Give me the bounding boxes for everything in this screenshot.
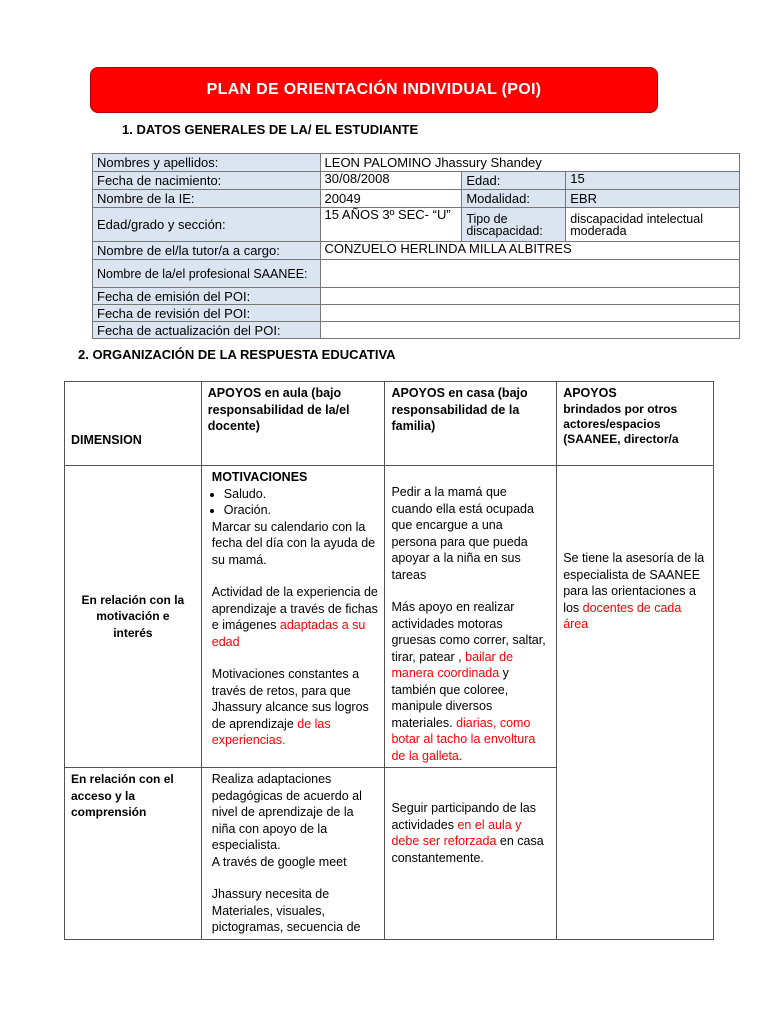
nacimiento-label: Fecha de nacimiento: — [93, 172, 321, 190]
row2-aula-p2: A través de google meet — [211, 854, 347, 869]
nombres-value: LEON PALOMINO Jhassury Shandey — [320, 154, 739, 172]
section2-heading: 2. ORGANIZACIÓN DE LA RESPUESTA EDUCATIVA — [78, 347, 396, 362]
tutor-value: CONZUELO HERLINDA MILLA ALBITRES — [320, 242, 739, 260]
row1-otros — [557, 466, 714, 940]
row2-aula-p1: Realiza adaptaciones pedagógicas de acuerdo al nivel de aprendizaje de la niña con apoyo de la especialista. — [211, 772, 362, 852]
table-row — [93, 322, 740, 339]
actualizacion-label: Fecha de actualización del POI: — [93, 322, 321, 339]
row2-casa-text2: en casa constantemente. — [391, 834, 544, 865]
row1-aula-p1: Marcar su calendario con la fecha del día con la ayuda de su mamá. — [211, 519, 376, 567]
modalidad-label: Modalidad: — [462, 190, 566, 208]
revision-label: Fecha de revisión del POI: — [93, 305, 321, 322]
edad-value: 15 — [566, 172, 740, 190]
discapacidad-label: Tipo de discapacidad: — [462, 208, 566, 242]
profesional-label: Nombre de la/el profesional SAANEE: — [93, 260, 321, 288]
revision-value — [320, 305, 739, 322]
row1-casa-p1: Pedir a la mamá que cuando ella está ocupada que encargue a una persona para que pueda apoyar a la niña en sus tareas — [391, 485, 534, 582]
table-row — [93, 172, 740, 190]
list-item: • Saludo. — [224, 486, 379, 503]
actualizacion-value — [320, 322, 739, 339]
profesional-value — [320, 260, 739, 288]
row1-dimension: En relación con la motivación e interés — [65, 466, 202, 768]
row2-dimension: En relación con el acceso y la comprensión — [65, 768, 202, 940]
emision-label: Fecha de emisión del POI: — [93, 288, 321, 305]
tutor-label: Nombre de el/la tutor/a a cargo: — [93, 242, 321, 260]
document-title-banner — [90, 67, 658, 113]
header-otros — [557, 382, 714, 466]
row1-casa-p2-text2: y también que coloree, manipule diversos materiales. — [391, 666, 509, 730]
table-row — [93, 154, 740, 172]
table-row — [65, 466, 714, 768]
general-data-table — [92, 153, 740, 339]
row2-aula-p3: Jhassury necesita de Materiales, visuales, pictogramas, secuencia de — [211, 887, 361, 934]
header-dimension: DIMENSION — [65, 382, 202, 466]
row2-casa — [385, 768, 557, 940]
row1-casa-p2-highlight2: diarias, como botar al tacho la envoltura de la galleta. — [391, 715, 536, 763]
row1-aula-p3-text: Motivaciones constantes a través de retos, para que Jhassury alcance sus logros de aprendizaje — [211, 667, 369, 731]
discapacidad-value: discapacidad intelectual moderada — [566, 208, 740, 242]
table-row — [93, 260, 740, 288]
row2-casa-text: Seguir participando de las actividades — [391, 801, 537, 832]
table-row — [93, 208, 740, 242]
table-row — [93, 242, 740, 260]
row1-casa-p2 — [391, 599, 550, 764]
section1-heading: 1. DATOS GENERALES DE LA/ EL ESTUDIANTE — [122, 122, 419, 137]
row1-aula-p2 — [208, 584, 379, 650]
header-otros-line2: brindados por otros actores/espacios (SAANEE, director/a — [563, 401, 679, 446]
emision-value — [320, 288, 739, 305]
header-otros-line1: APOYOS — [563, 386, 617, 400]
row1-aula-p2-highlight: adaptadas a su edad — [211, 618, 366, 649]
row1-aula-bullets — [208, 486, 379, 519]
row1-aula-title: MOTIVACIONES — [211, 470, 308, 484]
document-title: PLAN DE ORIENTACIÓN INDIVIDUAL (POI) — [206, 81, 542, 98]
row1-aula-p3-highlight: de las experiencias. — [211, 716, 331, 747]
edad-label: Edad: — [462, 172, 566, 190]
row1-casa-p2-highlight1: bailar de manera coordinada — [391, 649, 514, 680]
row1-aula-p2-text: Actividad de la experiencia de aprendizaje a través de fichas e imágenes — [211, 585, 378, 632]
modalidad-value: EBR — [566, 190, 740, 208]
row1-otros-text: Se tiene la asesoría de la especialista de SAANEE para las orientaciones a los — [563, 551, 705, 615]
row1-aula — [201, 466, 385, 768]
nacimiento-value: 30/08/2008 — [320, 172, 462, 190]
row1-otros-highlight: docentes de cada área — [563, 600, 682, 631]
grado-value: 15 AÑOS 3º SEC- “U” — [320, 208, 462, 242]
row1-casa — [385, 466, 557, 768]
table-row — [93, 288, 740, 305]
row2-casa-highlight: en el aula y debe ser reforzada — [391, 817, 522, 848]
table-header-row — [65, 382, 714, 466]
row1-aula-p3 — [208, 666, 379, 749]
grado-label: Edad/grado y sección: — [93, 208, 321, 242]
ie-value: 20049 — [320, 190, 462, 208]
row2-aula — [201, 768, 385, 940]
nombres-label: Nombres y apellidos: — [93, 154, 321, 172]
list-item: • Oración. — [224, 502, 379, 519]
row1-casa-p2-text: Más apoyo en realizar actividades motoras gruesas como correr, saltar, tirar, patear , — [391, 600, 546, 664]
response-table — [64, 381, 714, 940]
header-aula: APOYOS en aula (bajo responsabilidad de la/el docente) — [201, 382, 385, 466]
header-casa: APOYOS en casa (bajo responsabilidad de la familia) — [385, 382, 557, 466]
ie-label: Nombre de la IE: — [93, 190, 321, 208]
table-row — [93, 190, 740, 208]
table-row — [93, 305, 740, 322]
